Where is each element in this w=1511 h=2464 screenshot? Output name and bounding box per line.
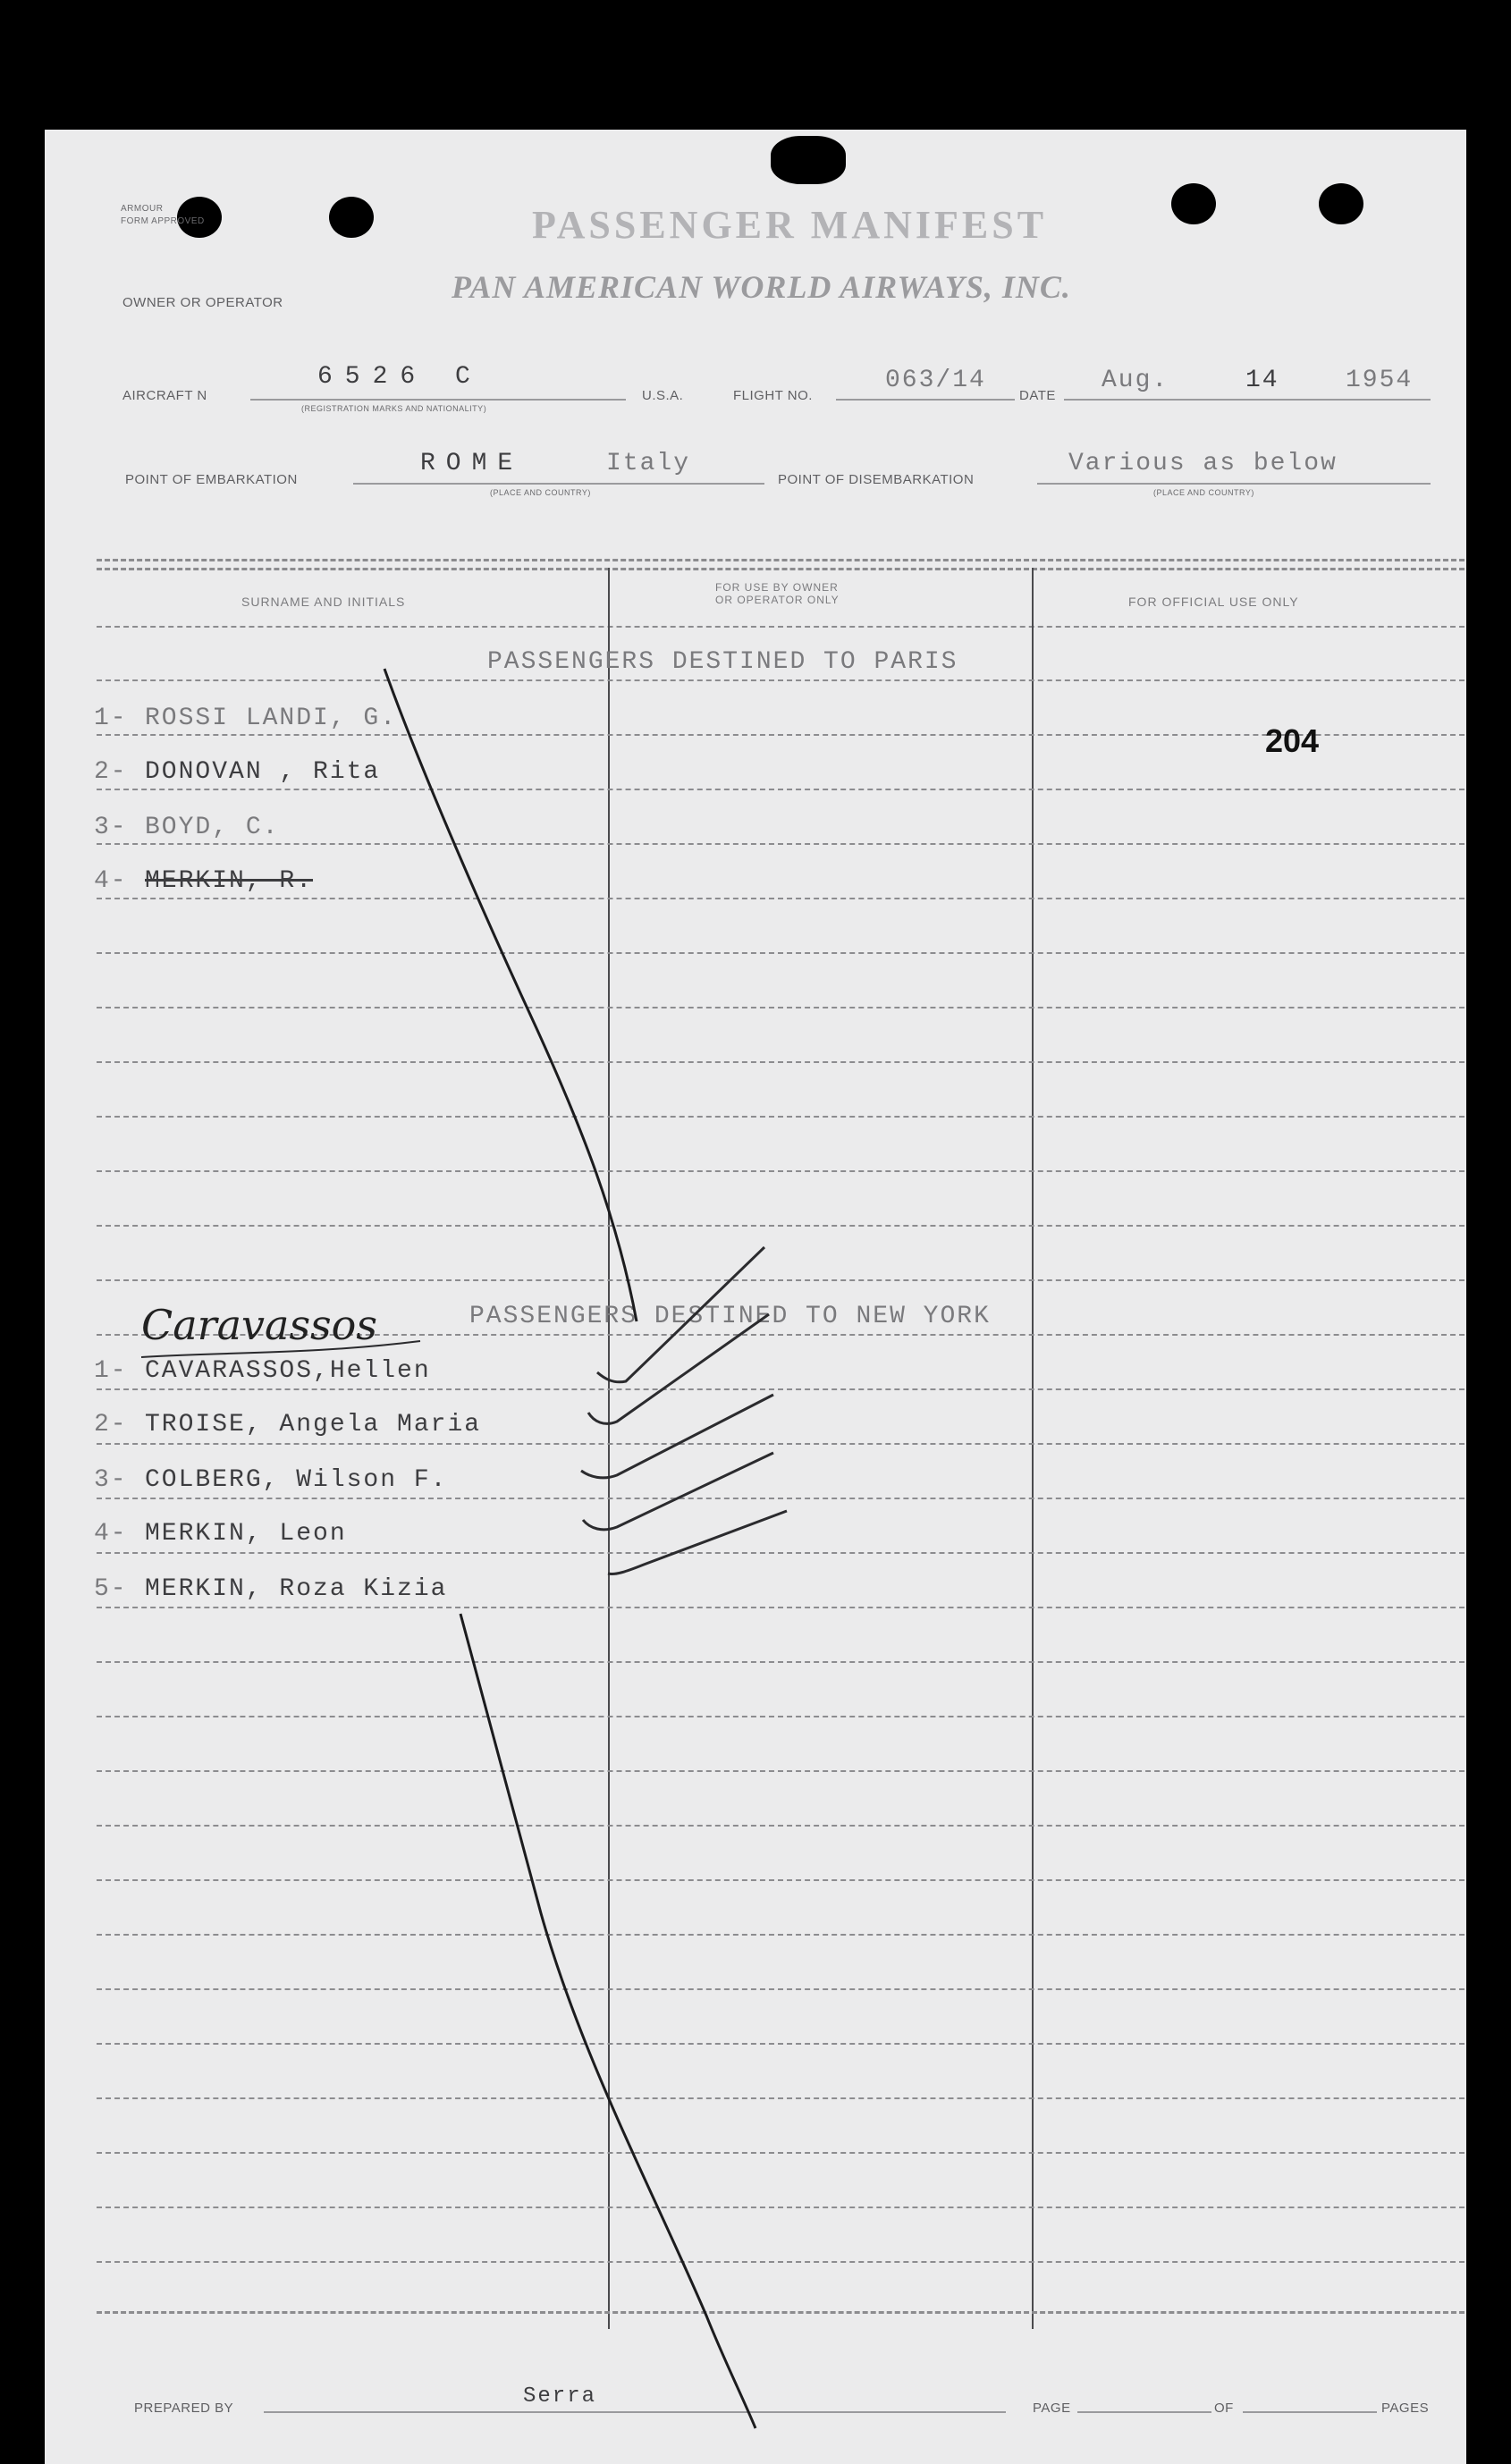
passenger-number: 5- xyxy=(94,1575,128,1603)
date-year: 1954 xyxy=(1346,367,1414,394)
disembark-note: (PLACE AND COUNTRY) xyxy=(1153,488,1254,497)
of-label: OF xyxy=(1214,2401,1234,2416)
pages-label: PAGES xyxy=(1381,2401,1430,2416)
pen-checkmark xyxy=(583,1453,773,1530)
group-heading-new-york: PASSENGERS DESTINED TO NEW YORK xyxy=(469,1303,991,1330)
date-label: DATE xyxy=(1019,388,1056,403)
embark-country: Italy xyxy=(606,450,691,477)
page-label: PAGE xyxy=(1033,2401,1071,2416)
passenger-number: 3- xyxy=(94,814,128,841)
aircraft-value: 6526 C xyxy=(317,363,483,391)
group-heading-paris: PASSENGERS DESTINED TO PARIS xyxy=(487,648,958,676)
passenger-name: COLBERG, Wilson F. xyxy=(145,1466,448,1494)
passenger-name-struck: MERKIN, R. xyxy=(145,867,314,895)
pen-checkmark xyxy=(608,1511,787,1574)
col-owner: FOR USE BY OWNER xyxy=(715,581,839,594)
embark-note: (PLACE AND COUNTRY) xyxy=(490,488,591,497)
pen-checkmark xyxy=(597,1247,764,1382)
disembark-value: Various as below xyxy=(1068,450,1338,477)
passenger-name: MERKIN, Roza Kizia xyxy=(145,1575,448,1603)
airline-name: PAN AMERICAN WORLD AIRWAYS, INC. xyxy=(452,269,1071,305)
passenger-name: CAVARASSOS,Hellen xyxy=(145,1357,431,1385)
aircraft-label: AIRCRAFT N xyxy=(122,388,207,403)
flight-value: 063/14 xyxy=(885,367,986,394)
date-day: 14 xyxy=(1245,367,1279,394)
corner-text: ARMOUR xyxy=(121,204,164,214)
corner-text: FORM APPROVED xyxy=(121,216,205,226)
pen-strike xyxy=(141,1341,420,1357)
passenger-number: 4- xyxy=(94,867,128,895)
aircraft-note: (REGISTRATION MARKS AND NATIONALITY) xyxy=(301,404,487,413)
pen-check-line xyxy=(384,669,637,1321)
embark-city: ROME xyxy=(420,450,524,477)
date-month: Aug. xyxy=(1102,367,1169,394)
disembark-label: POINT OF DISEMBARKATION xyxy=(778,472,975,487)
owner-label: OWNER OR OPERATOR xyxy=(122,295,283,310)
passenger-number: 2- xyxy=(94,1411,128,1439)
passenger-number: 1- xyxy=(94,1357,128,1385)
prepared-value: Serra xyxy=(523,2384,597,2409)
prepared-label: PREPARED BY xyxy=(134,2401,234,2416)
form-title: PASSENGER MANIFEST xyxy=(532,203,1048,247)
pen-check-line xyxy=(460,1614,756,2428)
col-owner: OR OPERATOR ONLY xyxy=(715,594,840,606)
col-official: FOR OFFICIAL USE ONLY xyxy=(1128,595,1299,609)
usa-label: U.S.A. xyxy=(642,388,684,403)
flight-label: FLIGHT NO. xyxy=(733,388,813,403)
passenger-number: 4- xyxy=(94,1520,128,1548)
handwritten-correction: Caravassos xyxy=(141,1301,377,1349)
col-surname: SURNAME AND INITIALS xyxy=(241,595,406,609)
passenger-name: DONOVAN , Rita xyxy=(145,758,381,786)
passenger-name: ROSSI LANDI, G. xyxy=(145,705,398,732)
stamp-number: 204 xyxy=(1265,722,1320,759)
passenger-number: 3- xyxy=(94,1466,128,1494)
passenger-number: 1- xyxy=(94,705,128,732)
passenger-number: 2- xyxy=(94,758,128,786)
embark-label: POINT OF EMBARKATION xyxy=(125,472,298,487)
passenger-name: TROISE, Angela Maria xyxy=(145,1411,482,1439)
passenger-name: MERKIN, Leon xyxy=(145,1520,347,1548)
passenger-name: BOYD, C. xyxy=(145,814,280,841)
